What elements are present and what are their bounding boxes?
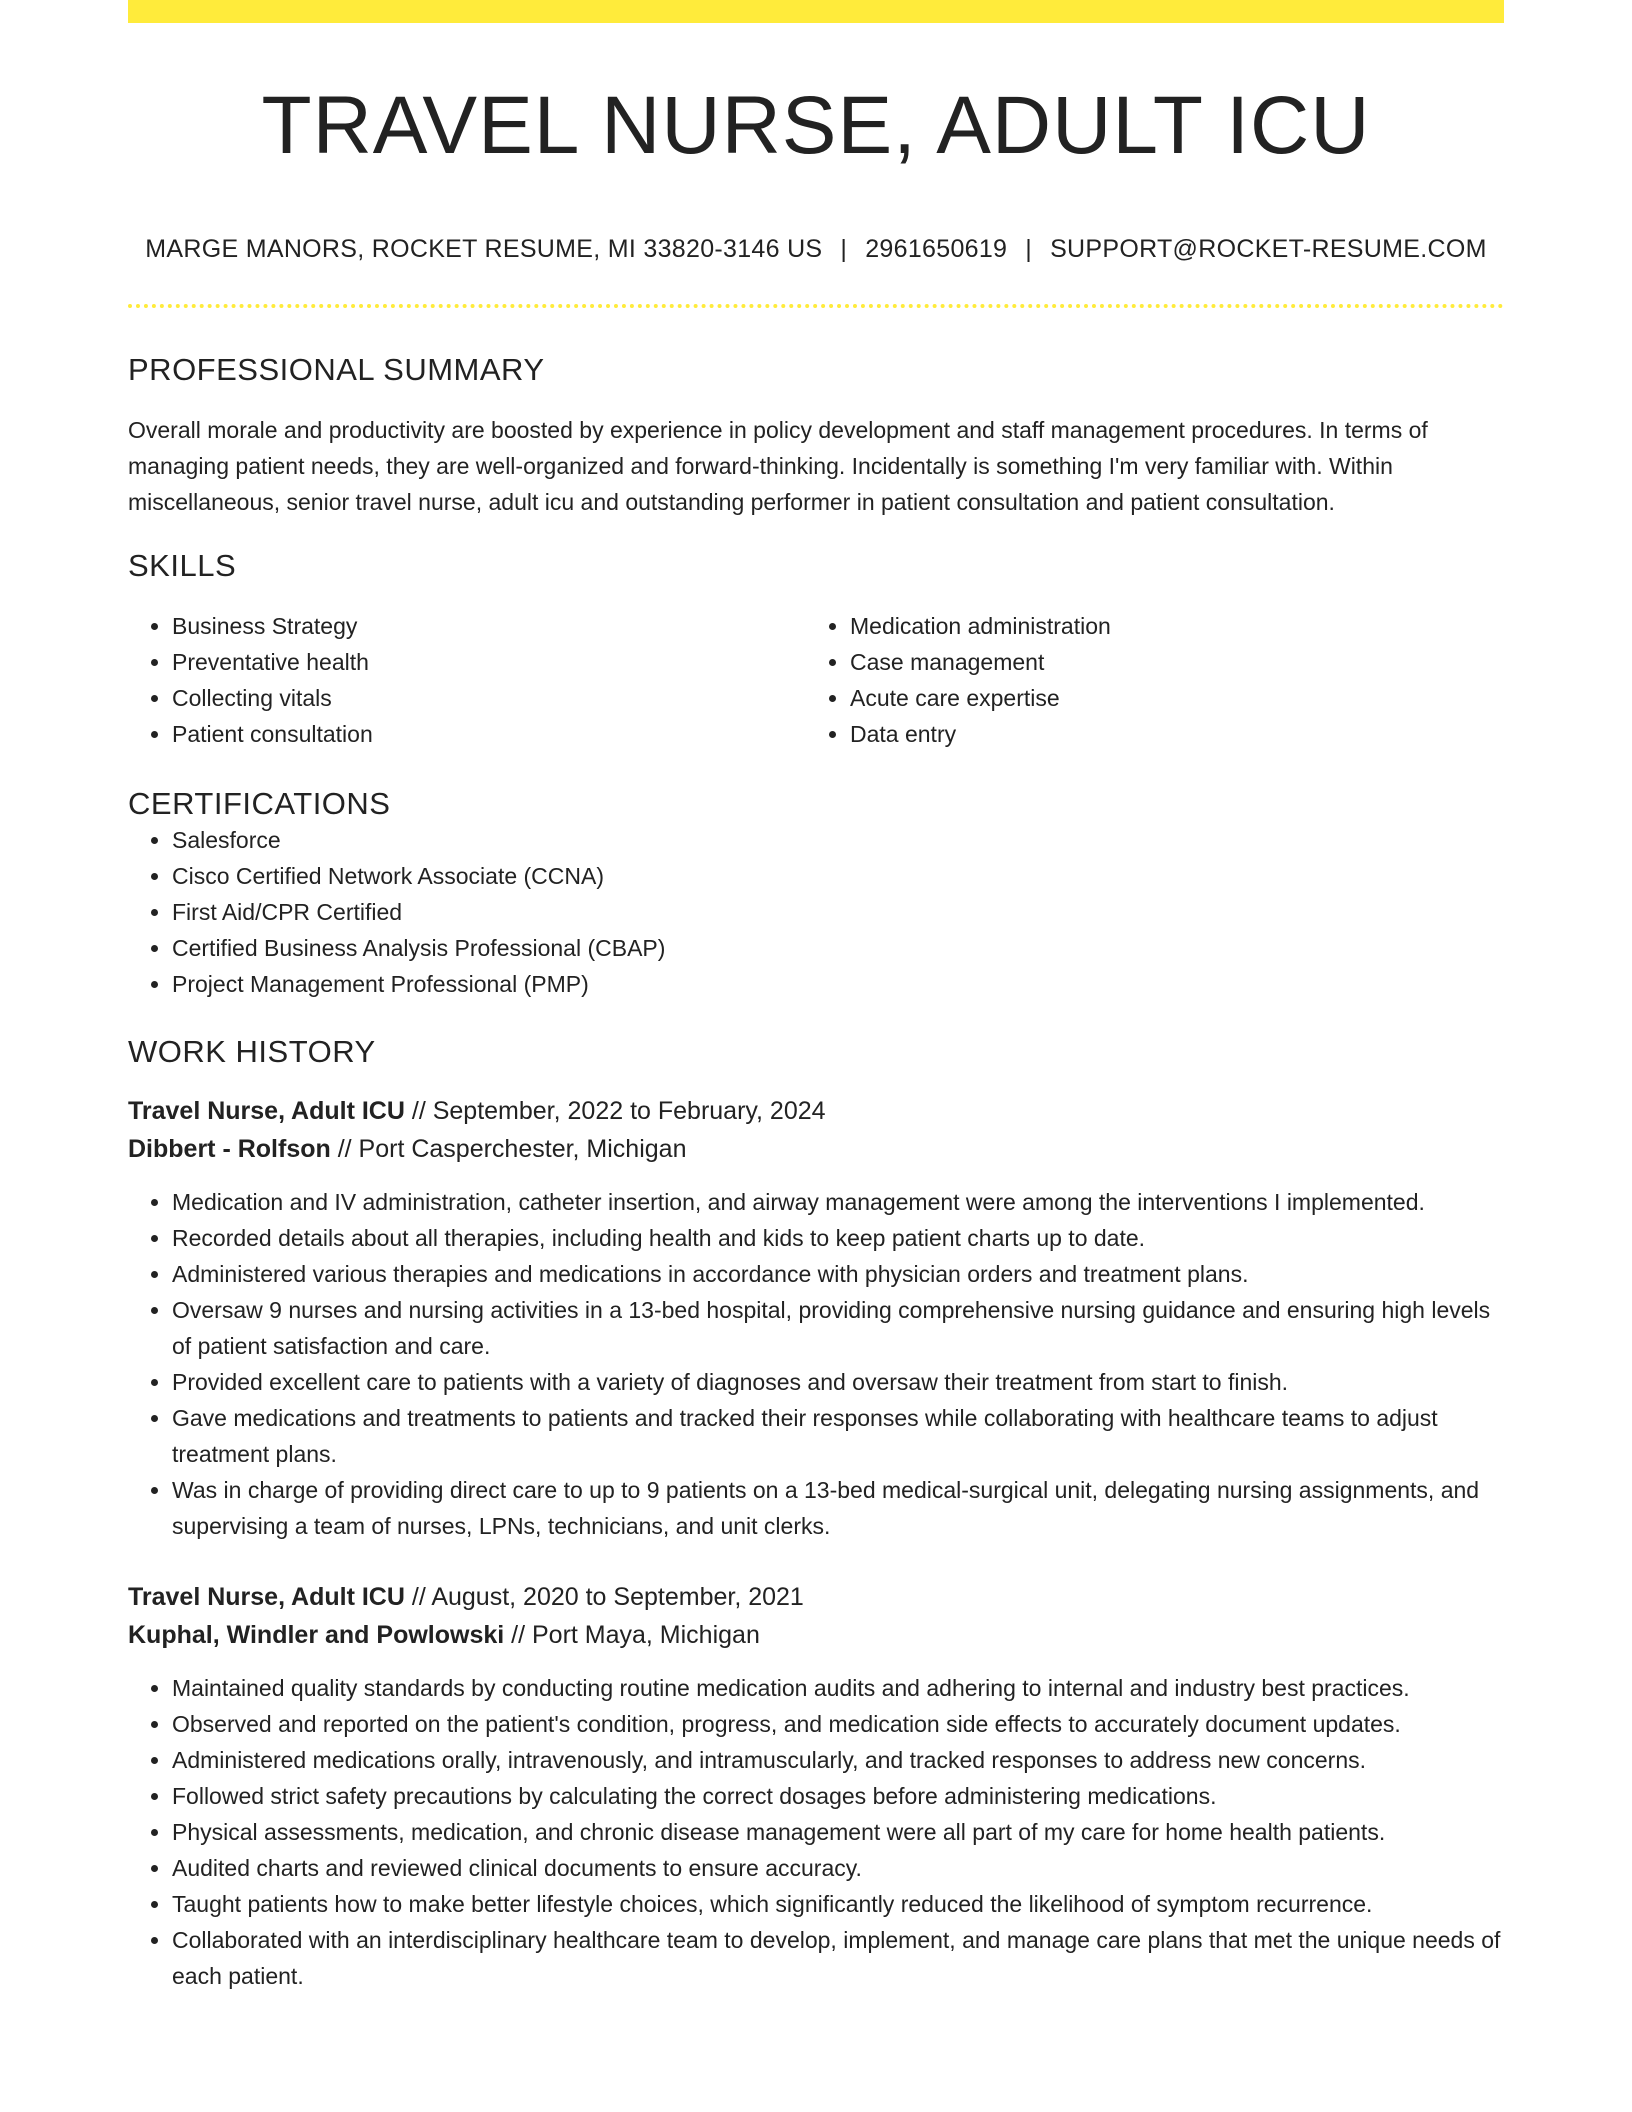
contact-address: MARGE MANORS, ROCKET RESUME, MI 33820-3146 US: [145, 235, 823, 263]
summary-text: Overall morale and productivity are boosted by experience in policy development and staff management procedures. In terms of managing patient needs, they are well-organized and forward-thinking. Incidentally is something I'm very familiar with. Within miscellaneous, senior travel nurse, adult icu and outstanding performer in patient consultation and patient consultation.: [128, 417, 1428, 515]
job-bullets: [128, 1184, 1504, 1544]
job-bullet: • Collaborated with an interdisciplinary healthcare team to develop, implement, and manage care plans that met the unique needs of each patient.: [172, 1922, 1504, 1994]
job-location: // Port Casperchester, Michigan: [330, 1135, 687, 1163]
job-bullet: • Medication and IV administration, catheter insertion, and airway management were among the interventions I implemented.: [172, 1184, 1504, 1220]
job-company: Dibbert - Rolfson: [128, 1135, 331, 1163]
skills-column-right: [806, 608, 1484, 752]
skill-item: • Patient consultation: [172, 716, 806, 752]
work-history-heading: WORK HISTORY: [128, 1034, 376, 1069]
skill-item: • Collecting vitals: [172, 680, 806, 716]
job-bullet: • Observed and reported on the patient's condition, progress, and medication side effects to accurately document updates.: [172, 1706, 1504, 1742]
job-company-line: [128, 1616, 1504, 1654]
job-bullet: • Administered medications orally, intravenously, and intramuscularly, and tracked responses to address new concerns.: [172, 1742, 1504, 1778]
job-entry: [128, 1578, 1504, 1994]
job-bullet: • Physical assessments, medication, and chronic disease management were all part of my care for home health patients.: [172, 1814, 1504, 1850]
job-title-line: [128, 1578, 1504, 1616]
skills-column-left: [128, 608, 806, 752]
job-bullet: • Maintained quality standards by conducting routine medication audits and adhering to internal and industry best practices.: [172, 1670, 1504, 1706]
certification-item: • Project Management Professional (PMP): [172, 966, 1504, 1002]
job-bullets: [128, 1670, 1504, 1994]
job-company: Kuphal, Windler and Powlowski: [128, 1621, 505, 1649]
certification-item: • First Aid/CPR Certified: [172, 894, 1504, 930]
skills-heading: SKILLS: [128, 548, 237, 583]
skill-item: • Data entry: [850, 716, 1484, 752]
certifications-heading: CERTIFICATIONS: [128, 786, 391, 821]
job-bullet: • Gave medications and treatments to patients and tracked their responses while collaborating with healthcare teams to adjust treatment plans.: [172, 1400, 1504, 1472]
job-location: // Port Maya, Michigan: [504, 1621, 760, 1649]
certification-item: • Salesforce: [172, 822, 1504, 858]
resume-page: [128, 0, 1504, 1994]
job-bullet: • Provided excellent care to patients with a variety of diagnoses and oversaw their treatment from start to finish.: [172, 1364, 1504, 1400]
resume-title: TRAVEL NURSE, ADULT ICU: [261, 80, 1371, 171]
job-entry: [128, 1092, 1504, 1544]
job-dates: // September, 2022 to February, 2024: [404, 1097, 826, 1125]
skills-list-left: [172, 608, 806, 752]
certification-item: • Cisco Certified Network Associate (CCNA): [172, 858, 1504, 894]
job-bullet: • Administered various therapies and medications in accordance with physician orders and treatment plans.: [172, 1256, 1504, 1292]
contact-line: [128, 235, 1504, 264]
contact-separator: |: [840, 235, 848, 263]
skills-grid: [128, 608, 1504, 752]
skill-item: • Case management: [850, 644, 1484, 680]
certifications-list: [128, 822, 1504, 1002]
divider: [128, 304, 1504, 308]
job-bullet: • Audited charts and reviewed clinical documents to ensure accuracy.: [172, 1850, 1504, 1886]
job-company-line: [128, 1130, 1504, 1168]
job-bullet: • Taught patients how to make better lifestyle choices, which significantly reduced the likelihood of symptom recurrence.: [172, 1886, 1504, 1922]
job-title: Travel Nurse, Adult ICU: [128, 1583, 405, 1611]
job-title: Travel Nurse, Adult ICU: [128, 1097, 405, 1125]
contact-email: SUPPORT@ROCKET-RESUME.COM: [1050, 235, 1487, 263]
work-history-list: [128, 1092, 1504, 1994]
contact-phone: 2961650619: [865, 235, 1008, 263]
job-dates: // August, 2020 to September, 2021: [404, 1583, 804, 1611]
job-title-line: [128, 1092, 1504, 1130]
job-bullet: • Was in charge of providing direct care to up to 9 patients on a 13-bed medical-surgical unit, delegating nursing assignments, and supervising a team of nurses, LPNs, technicians, and unit clerks.: [172, 1472, 1504, 1544]
skill-item: • Acute care expertise: [850, 680, 1484, 716]
contact-separator: |: [1025, 235, 1033, 263]
top-accent-bar: [128, 0, 1504, 23]
job-bullet: • Oversaw 9 nurses and nursing activities in a 13-bed hospital, providing comprehensive nursing guidance and ensuring high levels of patient satisfaction and care.: [172, 1292, 1504, 1364]
summary-heading: PROFESSIONAL SUMMARY: [128, 352, 545, 387]
job-bullet: • Recorded details about all therapies, including health and kids to keep patient charts up to date.: [172, 1220, 1504, 1256]
skill-item: • Business Strategy: [172, 608, 806, 644]
skill-item: • Preventative health: [172, 644, 806, 680]
skill-item: • Medication administration: [850, 608, 1484, 644]
certification-item: • Certified Business Analysis Professional (CBAP): [172, 930, 1504, 966]
skills-list-right: [850, 608, 1484, 752]
job-bullet: • Followed strict safety precautions by calculating the correct dosages before administering medications.: [172, 1778, 1504, 1814]
